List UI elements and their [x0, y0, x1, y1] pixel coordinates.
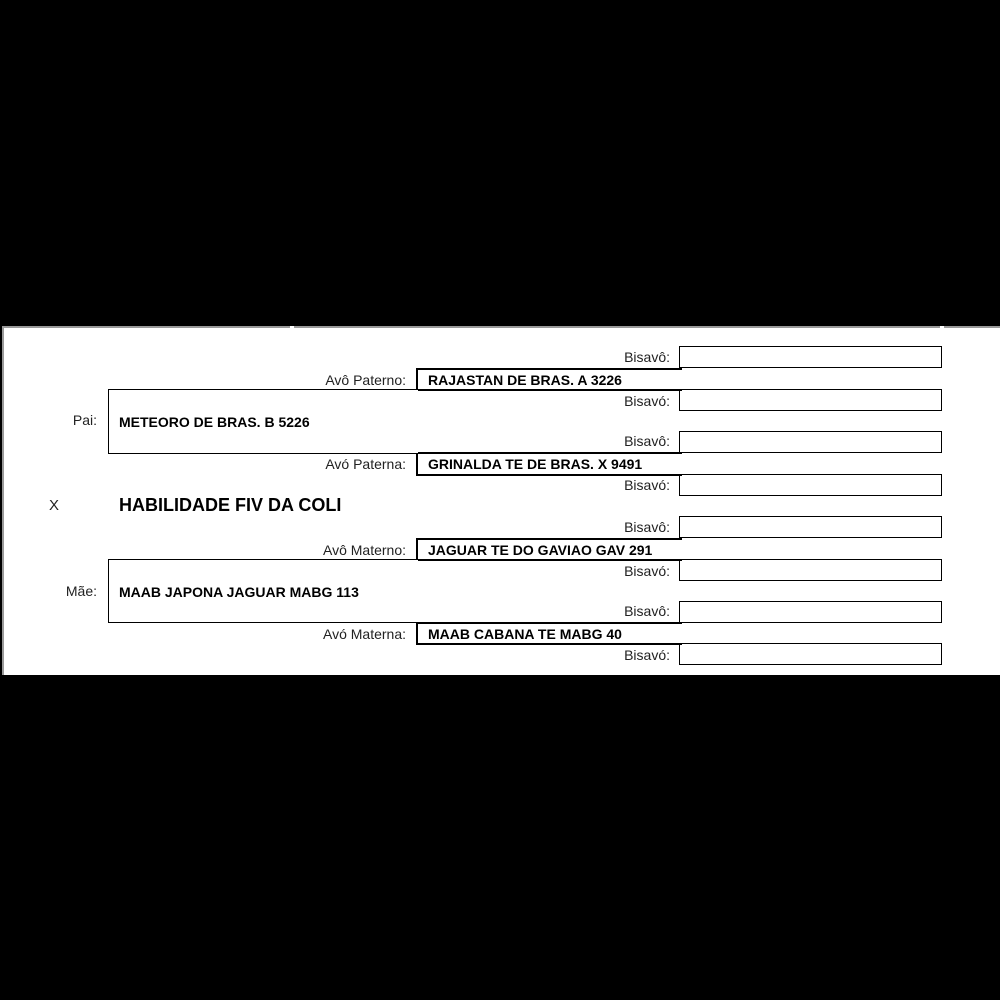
top-rule — [2, 326, 290, 328]
great-granddam-field[interactable] — [679, 389, 942, 411]
great-grandsire-field[interactable] — [679, 601, 942, 623]
dam-name: MAAB JAPONA JAGUAR MABG 113 — [119, 584, 359, 600]
sire-label: Pai: — [72, 412, 97, 428]
animal-name: HABILIDADE FIV DA COLI — [119, 495, 342, 515]
maternal-granddam-line — [416, 643, 682, 645]
sire-name: METEORO DE BRAS. B 5226 — [119, 414, 310, 430]
maternal-granddam-name: MAAB CABANA TE MABG 40 — [428, 626, 622, 642]
maternal-grandsire-label: Avô Materno: — [322, 542, 406, 558]
paternal-granddam-name: GRINALDA TE DE BRAS. X 9491 — [428, 456, 643, 472]
great-grandsire-label: Bisavô: — [624, 433, 670, 449]
paternal-grandsire-line — [416, 368, 418, 390]
maternal-grandsire-line — [416, 538, 418, 560]
great-granddam-label: Bisavó: — [624, 393, 670, 409]
maternal-grandsire-line — [416, 559, 682, 561]
paternal-granddam-line — [416, 474, 682, 476]
great-grandsire-label: Bisavô: — [624, 603, 670, 619]
top-rule — [294, 326, 940, 328]
great-granddam-field[interactable] — [679, 643, 942, 665]
paternal-granddam-line — [416, 452, 418, 475]
page-left-edge — [2, 326, 4, 675]
great-granddam-label: Bisavó: — [624, 647, 670, 663]
dam-label: Mãe: — [65, 583, 97, 599]
great-granddam-field[interactable] — [679, 474, 942, 496]
maternal-grandsire-name: JAGUAR TE DO GAVIAO GAV 291 — [428, 542, 653, 558]
maternal-granddam-label: Avó Materna: — [322, 626, 406, 642]
great-granddam-field[interactable] — [679, 559, 942, 581]
paternal-granddam-line — [416, 452, 682, 454]
maternal-granddam-line — [416, 622, 682, 624]
paternal-grandsire-name: RAJASTAN DE BRAS. A 3226 — [428, 372, 622, 388]
great-grandsire-field[interactable] — [679, 516, 942, 538]
cross-symbol: X — [49, 497, 60, 514]
pedigree-document — [2, 326, 1000, 675]
maternal-grandsire-line — [416, 538, 682, 540]
great-granddam-label: Bisavó: — [624, 563, 670, 579]
great-granddam-label: Bisavó: — [624, 477, 670, 493]
maternal-granddam-line — [416, 622, 418, 644]
paternal-grandsire-line — [416, 389, 682, 391]
great-grandsire-field[interactable] — [679, 431, 942, 453]
great-grandsire-label: Bisavô: — [624, 349, 670, 365]
paternal-granddam-label: Avó Paterna: — [325, 456, 406, 472]
top-rule — [944, 326, 1000, 328]
great-grandsire-label: Bisavô: — [624, 519, 670, 535]
paternal-grandsire-line — [416, 368, 682, 370]
paternal-grandsire-label: Avô Paterno: — [325, 372, 406, 388]
great-grandsire-field[interactable] — [679, 346, 942, 368]
